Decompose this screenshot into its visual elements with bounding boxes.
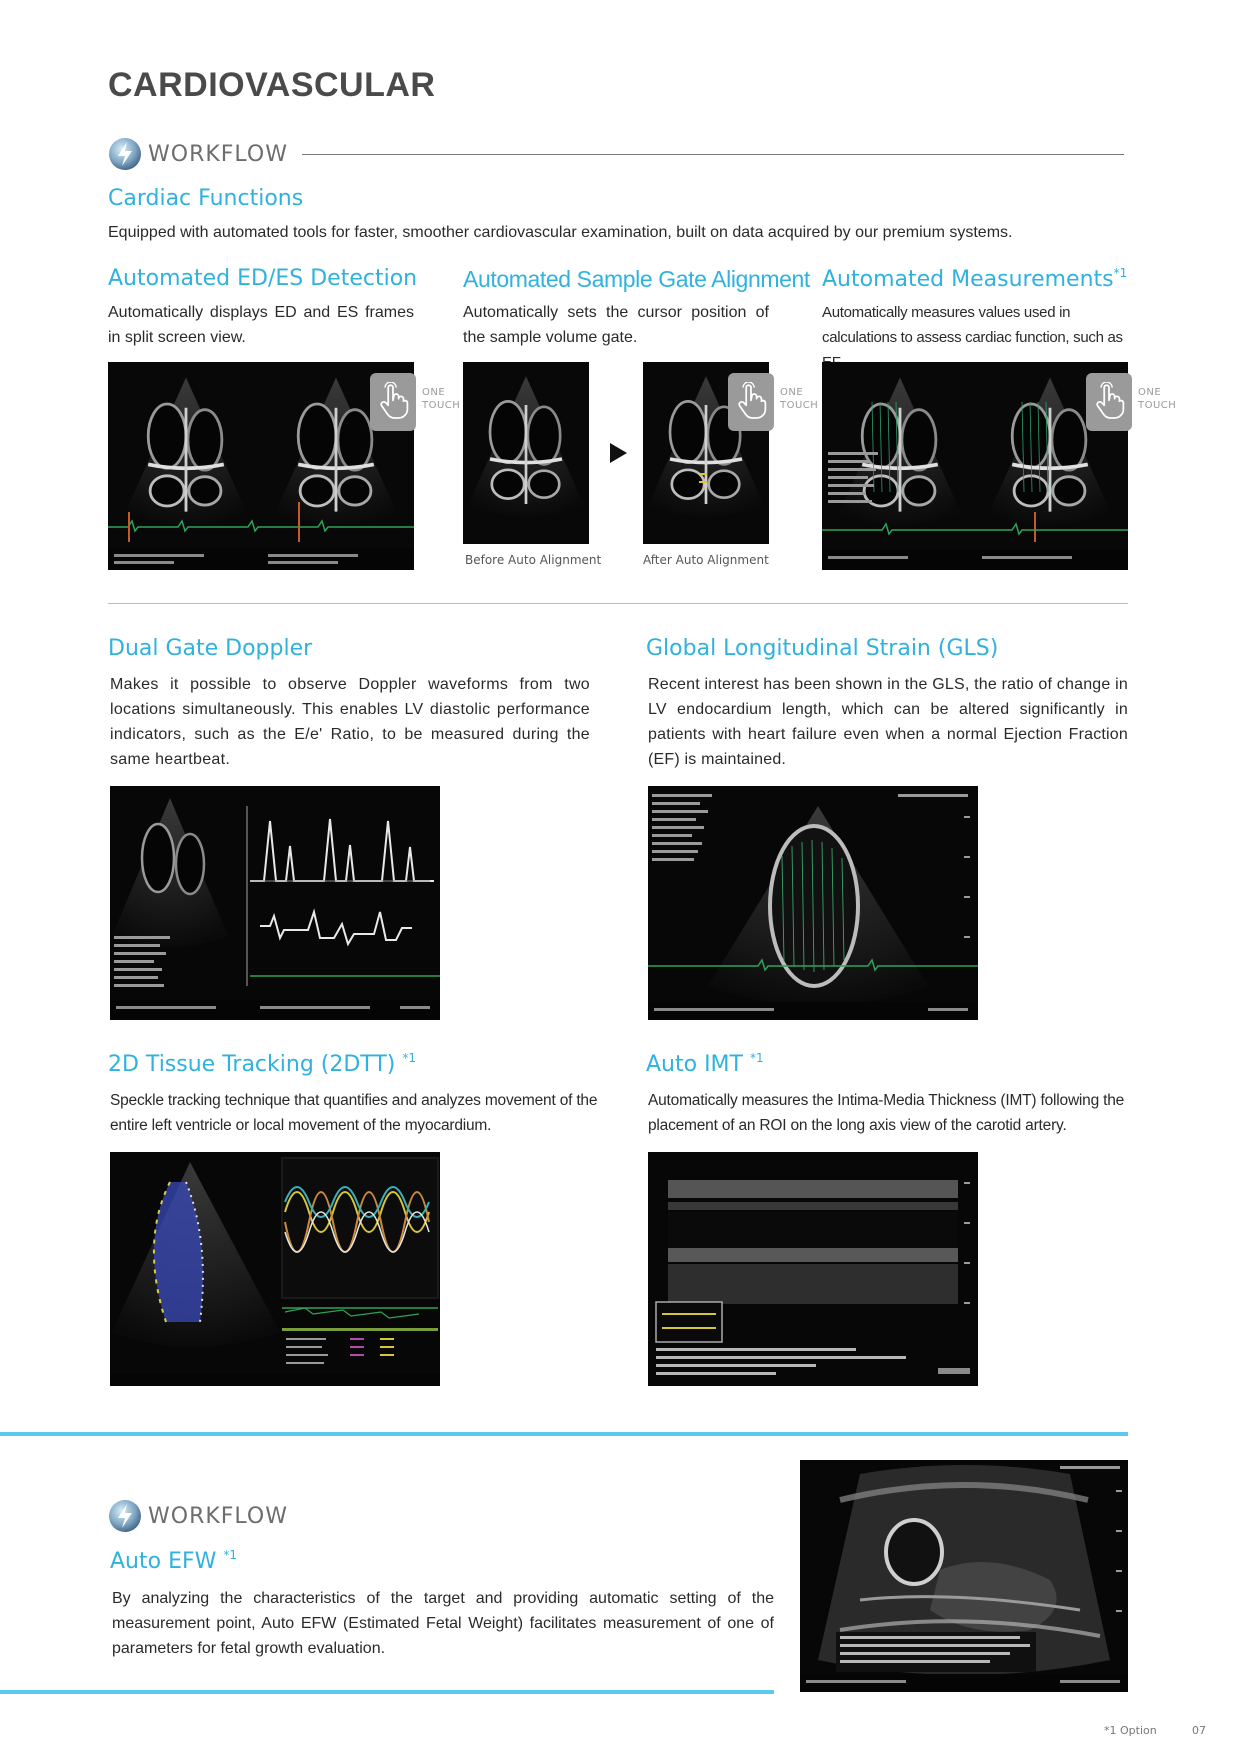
subtitle-gls: Global Longitudinal Strain (GLS) [646, 636, 999, 661]
section-rule-top [0, 1432, 1128, 1436]
footnote-mark: *1 [223, 1548, 238, 1562]
hand-pointer-icon [1093, 382, 1125, 422]
workflow-logo-icon [108, 137, 142, 171]
before-alignment-image [463, 362, 589, 544]
footnote-mark: *1 [402, 1051, 417, 1065]
desc-gls: Recent interest has been shown in the GLS, the ratio of change in LV endocardium length, which can be altered significantly in patients with heart failure even when a normal Ejection Fraction (EF) is maintained. [648, 676, 1128, 768]
auto-efw-image [800, 1460, 1128, 1692]
subtitle-sample-gate: Automated Sample Gate Alignment [463, 266, 810, 292]
subtitle-edes: Automated ED/ES Detection [108, 266, 418, 291]
section-divider [108, 603, 1128, 604]
workflow-label: WORKFLOW [148, 141, 288, 167]
auto-imt-image [648, 1152, 978, 1386]
2dtt-image [110, 1152, 440, 1386]
one-touch-button[interactable] [370, 373, 416, 431]
page-number: 07 [1192, 1724, 1206, 1737]
footnote-option: *1 Option [1104, 1724, 1157, 1737]
desc-edes: Automatically displays ED and ES frames in split screen view. [108, 304, 414, 346]
workflow-header [108, 1499, 288, 1533]
workflow-header [108, 137, 1124, 171]
dual-gate-doppler-image [110, 786, 440, 1020]
one-touch-label: ONE TOUCH [422, 387, 461, 411]
desc-auto-imt: Automatically measures the Intima-Media Thickness (IMT) following the placement of an ROI on the long axis view of the carotid artery. [648, 1092, 1125, 1134]
footnote-mark: *1 [1113, 266, 1128, 280]
one-touch-label: ONE TOUCH [1138, 387, 1177, 411]
desc-auto-efw: By analyzing the characteristics of the target and providing automatic setting of the measurement point, Auto EFW (Estimated Fetal Weight) facilitates measurement of one of parameters for fetal growth evaluation. [112, 1590, 774, 1657]
workflow-label: WORKFLOW [148, 1503, 288, 1529]
desc-sample-gate: Automatically sets the cursor position of the sample volume gate. [463, 304, 769, 346]
subtitle-dual-gate: Dual Gate Doppler [108, 636, 313, 661]
play-arrow-icon [608, 442, 628, 464]
subtitle-auto-imt: Auto IMT $^{*1}$ [646, 1051, 764, 1077]
one-touch-label: ONE TOUCH [780, 387, 819, 411]
one-touch-button[interactable] [1086, 373, 1132, 431]
hand-pointer-icon [735, 382, 767, 422]
section-rule-bottom [0, 1690, 774, 1694]
hand-pointer-icon [377, 382, 409, 422]
desc-measurements: Automatically measures values used in calculations to assess cardiac function, such as [822, 304, 1123, 346]
workflow-divider [302, 154, 1124, 155]
caption-after: After Auto Alignment [643, 553, 769, 567]
footnote-mark: *1 [749, 1051, 764, 1065]
measurements-image [822, 362, 1128, 570]
subtitle-auto-efw: Auto EFW $^{*1}$ [110, 1548, 238, 1574]
page-title: CARDIOVASCULAR [108, 66, 436, 104]
workflow-logo-icon [108, 1499, 142, 1533]
desc-dual-gate: Makes it possible to observe Doppler waveforms from two locations simultaneously. This enables LV diastolic performance indicators, such as the E/e' Ratio, to be measured during the same heartbeat. [110, 676, 590, 768]
cardiac-intro: Equipped with automated tools for faster, smoother cardiovascular examination, built on data acquired by our premium systems. [108, 224, 1013, 241]
subtitle-2dtt: 2D Tissue Tracking (2DTT) $^{*1}$ [108, 1051, 417, 1077]
section-title-cardiac: Cardiac Functions [108, 186, 304, 211]
edes-split-image [108, 362, 414, 570]
desc-2dtt: Speckle tracking technique that quantifies and analyzes movement of the entire left ventricle or local movement of the myocardium. [110, 1092, 598, 1134]
subtitle-measurements: Automated Measurements$^{*1}$ [822, 266, 1128, 292]
caption-before: Before Auto Alignment [465, 553, 602, 567]
one-touch-button[interactable] [728, 373, 774, 431]
gls-image [648, 786, 978, 1020]
